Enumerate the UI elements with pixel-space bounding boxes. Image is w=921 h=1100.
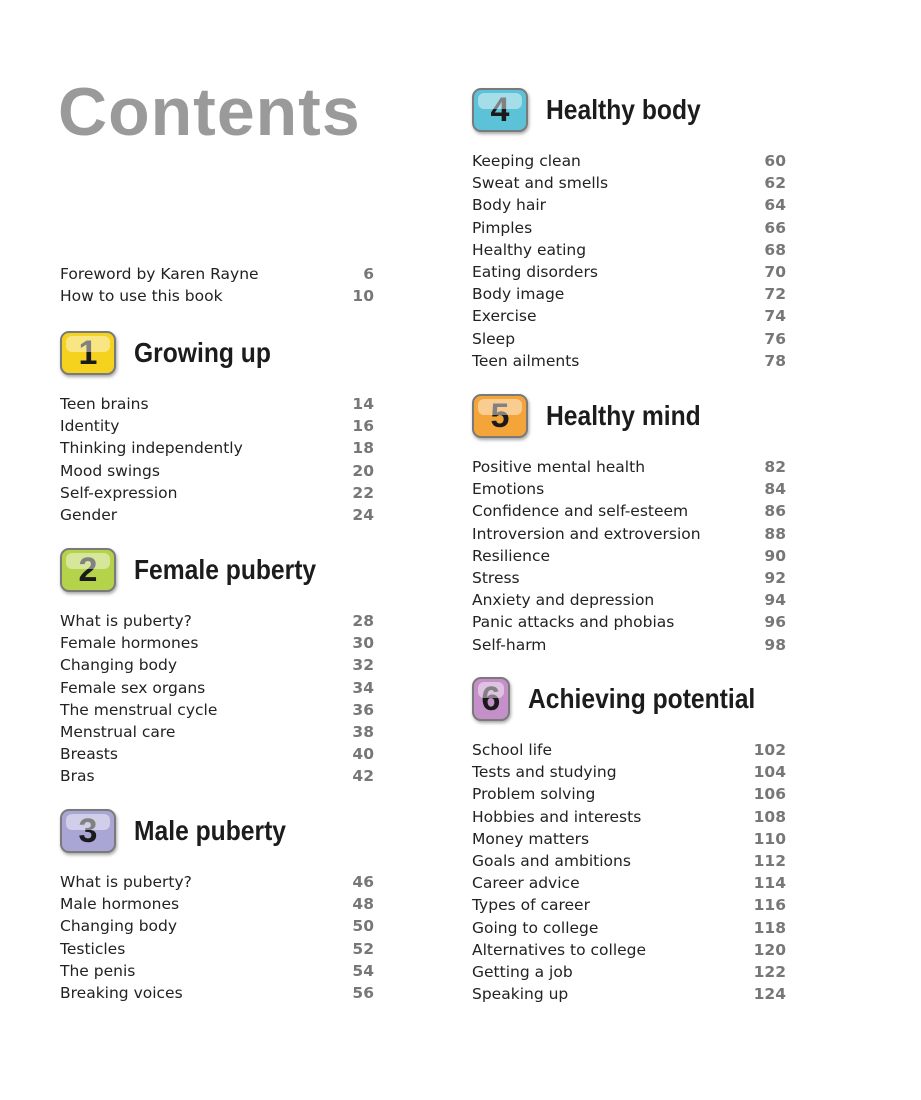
toc-entry[interactable] bbox=[472, 872, 786, 894]
entry-label: Body hair bbox=[472, 196, 547, 215]
entry-label: Foreword by Karen Rayne bbox=[60, 265, 259, 283]
entry-label: Anxiety and depression bbox=[472, 591, 655, 610]
toc-entry[interactable] bbox=[472, 239, 786, 261]
entry-label: Thinking independently bbox=[60, 439, 243, 458]
toc-entry[interactable] bbox=[60, 677, 374, 699]
chapter-number-badge: 1 bbox=[60, 331, 116, 375]
entry-label: Money matters bbox=[472, 829, 590, 848]
entry-page: 50 bbox=[352, 917, 374, 936]
entry-label: Changing body bbox=[60, 917, 178, 936]
entry-label: Sweat and smells bbox=[472, 174, 609, 193]
entry-page: 102 bbox=[753, 741, 786, 759]
entry-page: 90 bbox=[764, 546, 786, 565]
entry-page: 68 bbox=[764, 240, 786, 259]
entry-page: 108 bbox=[753, 807, 786, 826]
entry-page: 60 bbox=[764, 152, 786, 170]
entry-page: 36 bbox=[352, 700, 374, 719]
entry-page: 120 bbox=[753, 940, 786, 959]
toc-entry[interactable] bbox=[60, 415, 374, 437]
chapter-entry-list bbox=[60, 393, 374, 526]
entry-label: Keeping clean bbox=[472, 152, 581, 170]
entry-label: Breasts bbox=[60, 745, 118, 764]
toc-entry[interactable] bbox=[472, 589, 786, 611]
entry-page: 40 bbox=[352, 745, 374, 764]
toc-entry[interactable] bbox=[60, 437, 374, 459]
entry-label: Tests and studying bbox=[472, 763, 617, 782]
toc-entry[interactable] bbox=[472, 328, 786, 350]
toc-entry[interactable] bbox=[60, 610, 374, 632]
toc-entry[interactable] bbox=[472, 150, 786, 172]
chapter-title: Healthy mind bbox=[546, 400, 701, 431]
entry-label: Self-expression bbox=[60, 483, 178, 502]
chapter-heading[interactable] bbox=[472, 674, 786, 724]
entry-label: Introversion and extroversion bbox=[472, 524, 701, 543]
toc-entry[interactable] bbox=[60, 482, 374, 504]
chapter-title: Healthy body bbox=[546, 94, 701, 125]
entry-label: Pimples bbox=[472, 218, 533, 237]
chapter-title: Achieving potential bbox=[527, 683, 756, 714]
entry-page: 74 bbox=[764, 307, 786, 326]
entry-page: 94 bbox=[764, 591, 786, 610]
toc-entry[interactable] bbox=[60, 285, 374, 307]
entry-page: 38 bbox=[352, 722, 374, 741]
entry-label: Changing body bbox=[60, 656, 178, 675]
toc-entry[interactable] bbox=[60, 743, 374, 765]
entry-label: Alternatives to college bbox=[472, 940, 647, 959]
entry-label: Bras bbox=[60, 767, 95, 786]
entry-page: 18 bbox=[352, 439, 374, 458]
entry-label: Positive mental health bbox=[472, 458, 646, 476]
front-matter-list bbox=[60, 263, 374, 307]
toc-entry[interactable] bbox=[472, 172, 786, 194]
entry-page: 46 bbox=[352, 873, 374, 891]
entry-label: Identity bbox=[60, 417, 120, 436]
entry-label: The menstrual cycle bbox=[60, 700, 218, 719]
toc-entry[interactable] bbox=[472, 739, 786, 761]
toc-entry[interactable] bbox=[472, 523, 786, 545]
toc-entry[interactable] bbox=[472, 217, 786, 239]
entry-page: 122 bbox=[753, 962, 786, 981]
entry-label: Female hormones bbox=[60, 634, 199, 653]
entry-label: Breaking voices bbox=[60, 983, 183, 1002]
chapter-title: Growing up bbox=[134, 337, 271, 368]
toc-entry[interactable] bbox=[60, 504, 374, 526]
toc-entry[interactable] bbox=[472, 500, 786, 522]
entry-page: 52 bbox=[352, 939, 374, 958]
toc-entry[interactable] bbox=[472, 939, 786, 961]
toc-entry[interactable] bbox=[60, 393, 374, 415]
entry-label: Mood swings bbox=[60, 461, 160, 480]
entry-label: Teen ailments bbox=[472, 351, 580, 370]
entry-label: Emotions bbox=[472, 480, 545, 499]
toc-entry[interactable] bbox=[472, 305, 786, 327]
entry-page: 66 bbox=[764, 218, 786, 237]
entry-page: 92 bbox=[764, 568, 786, 587]
toc-entry[interactable] bbox=[60, 699, 374, 721]
entry-page: 42 bbox=[352, 767, 374, 786]
toc-entry[interactable] bbox=[472, 828, 786, 850]
entry-label: Gender bbox=[60, 505, 118, 524]
entry-label: Problem solving bbox=[472, 785, 596, 804]
toc-entry[interactable] bbox=[60, 982, 374, 1004]
entry-page: 34 bbox=[352, 678, 374, 697]
entry-page: 124 bbox=[753, 985, 786, 1004]
chapter-section-5 bbox=[472, 391, 786, 656]
entry-label: Stress bbox=[472, 568, 520, 587]
chapter-heading[interactable] bbox=[472, 85, 786, 135]
entry-label: Panic attacks and phobias bbox=[472, 613, 675, 632]
chapter-title: Female puberty bbox=[134, 554, 317, 585]
entry-label: Female sex organs bbox=[60, 678, 206, 697]
chapter-section-6 bbox=[472, 674, 786, 1005]
toc-entry[interactable] bbox=[472, 850, 786, 872]
toc-entry[interactable] bbox=[472, 545, 786, 567]
toc-entry[interactable] bbox=[472, 917, 786, 939]
entry-label: Types of career bbox=[472, 896, 590, 915]
entry-page: 48 bbox=[352, 895, 374, 914]
entry-label: Self-harm bbox=[472, 635, 547, 654]
entry-label: Eating disorders bbox=[472, 262, 598, 281]
entry-page: 28 bbox=[352, 612, 374, 630]
entry-label: Sleep bbox=[472, 329, 516, 348]
chapter-section-3 bbox=[60, 806, 374, 1004]
entry-label: How to use this book bbox=[60, 287, 223, 306]
entry-label: Career advice bbox=[472, 874, 580, 893]
toc-entry[interactable] bbox=[60, 460, 374, 482]
toc-entry[interactable] bbox=[472, 783, 786, 805]
toc-entry[interactable] bbox=[472, 761, 786, 783]
toc-entry[interactable] bbox=[472, 456, 786, 478]
entry-label: What is puberty? bbox=[60, 873, 192, 891]
entry-page: 118 bbox=[753, 918, 786, 937]
toc-entry[interactable] bbox=[472, 478, 786, 500]
entry-label: Hobbies and interests bbox=[472, 807, 642, 826]
entry-page: 104 bbox=[753, 763, 786, 782]
toc-entry[interactable] bbox=[60, 960, 374, 982]
toc-entry[interactable] bbox=[472, 194, 786, 216]
chapter-heading[interactable] bbox=[60, 545, 374, 595]
entry-page: 106 bbox=[753, 785, 786, 804]
chapter-number-badge: 4 bbox=[472, 88, 528, 132]
entry-page: 10 bbox=[352, 287, 374, 306]
toc-entry[interactable] bbox=[472, 983, 786, 1005]
entry-label: Teen brains bbox=[60, 395, 149, 413]
entry-label: The penis bbox=[60, 961, 136, 980]
entry-label: Speaking up bbox=[472, 985, 569, 1004]
chapter-entry-list bbox=[60, 610, 374, 788]
chapter-entry-list bbox=[60, 871, 374, 1004]
entry-page: 82 bbox=[764, 458, 786, 476]
entry-label: Resilience bbox=[472, 546, 551, 565]
chapter-section-2 bbox=[60, 545, 374, 788]
entry-page: 16 bbox=[352, 417, 374, 436]
chapter-entry-list bbox=[472, 456, 786, 656]
entry-page: 20 bbox=[352, 461, 374, 480]
entry-page: 76 bbox=[764, 329, 786, 348]
toc-entry[interactable] bbox=[472, 567, 786, 589]
entry-page: 78 bbox=[764, 351, 786, 370]
chapter-entry-list bbox=[472, 150, 786, 372]
entry-page: 14 bbox=[352, 395, 374, 413]
toc-entry[interactable] bbox=[60, 915, 374, 937]
entry-page: 110 bbox=[753, 829, 786, 848]
chapter-title: Male puberty bbox=[134, 815, 286, 846]
toc-entry[interactable] bbox=[60, 654, 374, 676]
entry-label: Menstrual care bbox=[60, 722, 176, 741]
entry-label: What is puberty? bbox=[60, 612, 192, 630]
entry-label: Confidence and self-esteem bbox=[472, 502, 689, 521]
entry-page: 114 bbox=[753, 874, 786, 893]
entry-label: Testicles bbox=[60, 939, 126, 958]
chapter-heading[interactable] bbox=[472, 391, 786, 441]
entry-page: 22 bbox=[352, 483, 374, 502]
toc-entry[interactable] bbox=[472, 634, 786, 656]
toc-entry[interactable] bbox=[472, 283, 786, 305]
entry-label: School life bbox=[472, 741, 552, 759]
entry-label: Body image bbox=[472, 285, 565, 304]
entry-label: Exercise bbox=[472, 307, 537, 326]
entry-page: 116 bbox=[753, 896, 786, 915]
entry-page: 84 bbox=[764, 480, 786, 499]
toc-entry[interactable] bbox=[472, 961, 786, 983]
entry-page: 56 bbox=[352, 983, 374, 1002]
toc-entry[interactable] bbox=[60, 263, 374, 285]
entry-page: 64 bbox=[764, 196, 786, 215]
entry-page: 24 bbox=[352, 505, 374, 524]
entry-label: Getting a job bbox=[472, 962, 573, 981]
entry-page: 88 bbox=[764, 524, 786, 543]
entry-page: 98 bbox=[764, 635, 786, 654]
entry-page: 30 bbox=[352, 634, 374, 653]
toc-entry[interactable] bbox=[472, 894, 786, 916]
chapter-heading[interactable] bbox=[60, 328, 374, 378]
chapter-section-1 bbox=[60, 328, 374, 526]
toc-entry[interactable] bbox=[60, 871, 374, 893]
entry-label: Goals and ambitions bbox=[472, 851, 631, 870]
toc-entry[interactable] bbox=[60, 938, 374, 960]
entry-page: 86 bbox=[764, 502, 786, 521]
entry-label: Going to college bbox=[472, 918, 599, 937]
toc-entry[interactable] bbox=[472, 350, 786, 372]
entry-page: 96 bbox=[764, 613, 786, 632]
toc-entry[interactable] bbox=[60, 893, 374, 915]
toc-entry[interactable] bbox=[472, 611, 786, 633]
entry-page: 32 bbox=[352, 656, 374, 675]
toc-entry[interactable] bbox=[60, 765, 374, 787]
entry-page: 62 bbox=[764, 174, 786, 193]
toc-entry[interactable] bbox=[60, 632, 374, 654]
entry-page: 112 bbox=[753, 851, 786, 870]
entry-page: 54 bbox=[352, 961, 374, 980]
chapter-number-badge: 2 bbox=[60, 548, 116, 592]
chapter-heading[interactable] bbox=[60, 806, 374, 856]
page-title: Contents bbox=[58, 74, 361, 150]
entry-page: 6 bbox=[363, 265, 374, 283]
chapter-number-badge: 5 bbox=[472, 394, 528, 438]
entry-page: 70 bbox=[764, 262, 786, 281]
chapter-number-badge: 6 bbox=[472, 677, 510, 721]
entry-label: Healthy eating bbox=[472, 240, 587, 259]
toc-entry[interactable] bbox=[472, 261, 786, 283]
toc-entry[interactable] bbox=[472, 806, 786, 828]
chapter-section-4 bbox=[472, 85, 786, 372]
chapter-number-badge: 3 bbox=[60, 809, 116, 853]
chapter-entry-list bbox=[472, 739, 786, 1005]
entry-page: 72 bbox=[764, 285, 786, 304]
toc-entry[interactable] bbox=[60, 721, 374, 743]
entry-label: Male hormones bbox=[60, 895, 180, 914]
